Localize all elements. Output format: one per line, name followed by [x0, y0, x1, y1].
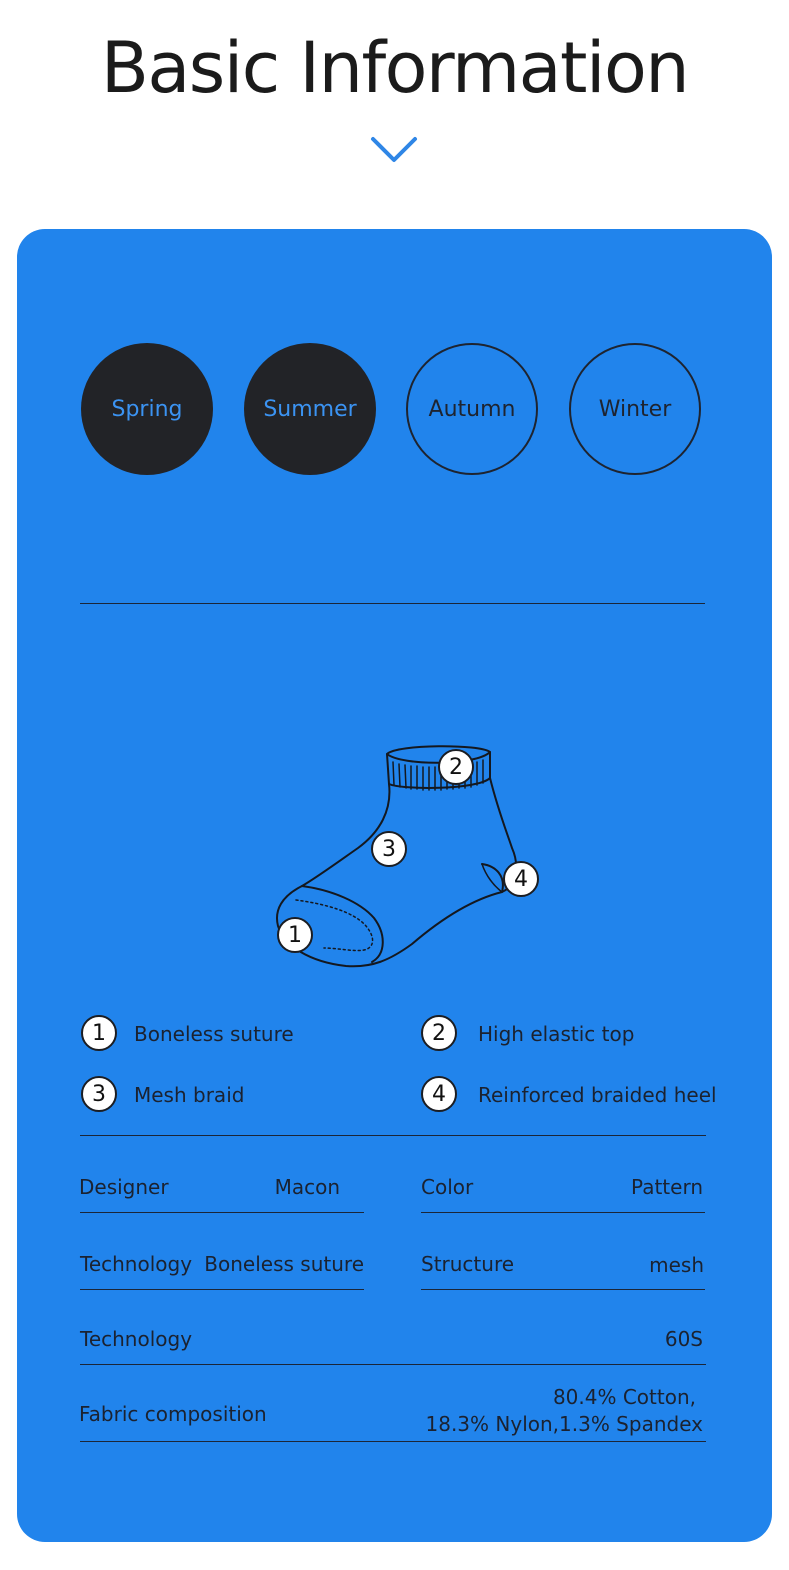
spec-value: mesh: [649, 1253, 704, 1277]
spec-label: Fabric composition: [79, 1402, 267, 1426]
spec-label: Technology: [80, 1252, 193, 1276]
spec-label: Designer: [79, 1175, 169, 1199]
divider: [421, 1212, 705, 1213]
divider: [80, 1441, 706, 1442]
season-label: Autumn: [428, 396, 516, 422]
divider: [80, 1135, 706, 1136]
season-winter[interactable]: [569, 343, 701, 475]
divider: [421, 1289, 705, 1290]
divider: [80, 1212, 364, 1213]
spec-label: Technology: [80, 1327, 193, 1351]
spec-value: Pattern: [631, 1175, 703, 1199]
legend-number: 4: [421, 1076, 457, 1112]
spec-label: Structure: [421, 1252, 515, 1276]
marker-4: 4: [503, 861, 539, 897]
legend-text: Boneless suture: [134, 1022, 294, 1046]
divider: [80, 603, 705, 604]
season-label: Winter: [598, 396, 672, 422]
page-title: Basic Information: [100, 27, 689, 109]
spec-value: 60S: [664, 1327, 703, 1351]
spec-label: Color: [421, 1175, 474, 1199]
marker-2: 2: [438, 749, 474, 785]
spec-value: Macon: [274, 1175, 340, 1199]
legend-number: 2: [421, 1015, 457, 1051]
divider: [80, 1289, 364, 1290]
legend-text: High elastic top: [478, 1022, 635, 1046]
spec-value-line1: 80.4% Cotton,: [552, 1385, 696, 1409]
divider: [80, 1364, 706, 1365]
legend-text: Reinforced braided heel: [478, 1083, 717, 1107]
season-summer[interactable]: [244, 343, 376, 475]
season-spring[interactable]: [81, 343, 213, 475]
spec-value: Boneless suture: [204, 1252, 364, 1276]
marker-3: 3: [371, 831, 407, 867]
legend-number: 1: [81, 1015, 117, 1051]
legend-number: 3: [81, 1076, 117, 1112]
chevron-down-icon: [370, 136, 418, 164]
season-autumn[interactable]: [406, 343, 538, 475]
marker-1: 1: [277, 917, 313, 953]
season-label: Summer: [263, 396, 357, 422]
spec-value-line2: 18.3% Nylon,1.3% Spandex: [425, 1412, 703, 1436]
season-label: Spring: [111, 396, 183, 422]
legend-text: Mesh braid: [134, 1083, 245, 1107]
